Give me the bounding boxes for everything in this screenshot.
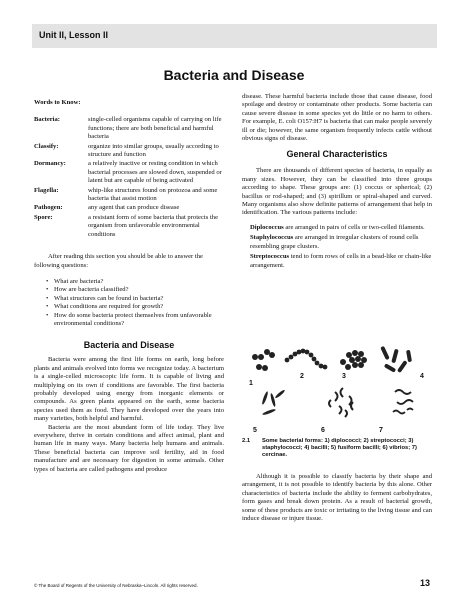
pattern-list: [242, 224, 432, 270]
question-item: • What are bacteria?: [54, 278, 224, 286]
glossary-entry: [34, 143, 224, 160]
paragraph: Bacteria are the most abundant form of life today. They live everywhere, thrive in certain conditions and affect animal, plant and human life in many ways. Many bacteria help humans and animals. These beneficial bacteria can improve soil fertility, aid in food manufacture and are necessary for digestion in some animals. Other types of bacteria are called pathogens and produce: [34, 423, 224, 473]
unit-label: Unit II, Lesson II: [39, 30, 109, 40]
pattern-item: [250, 224, 432, 232]
pattern-name: Streptococcus: [250, 253, 290, 261]
staphylococci-illustration: [340, 350, 367, 370]
glossary-term: Classify:: [34, 142, 59, 150]
diplococci-illustration: [252, 349, 275, 371]
copyright-footer: © The Board of Regents of the University of Nebraska–Lincoln. All rights reserved.: [34, 583, 198, 588]
glossary-term: Pathogen:: [34, 204, 63, 212]
unit-header-band: [32, 24, 437, 48]
glossary-definition: any agent that can produce disease: [88, 204, 180, 212]
figure-caption-text: Some bacterial forms: 1) diplococci; 2) streptococci; 3) staphylococci; 4) bacilli; 5) fusiform bacilli; 6) vibrios; 7) cercinae.: [262, 437, 417, 458]
glossary-definition: single-celled organisms capable of carrying on life functions; there are both beneficial and harmful bacteria: [88, 116, 222, 141]
pattern-description: are arranged in pairs of cells or two-celled filaments.: [283, 223, 425, 231]
glossary-term: Spore:: [34, 213, 53, 221]
question-item: • What structures can be found in bacteria?: [54, 295, 224, 303]
words-to-know-heading: Words to Know:: [34, 99, 81, 106]
page-title: Bacteria and Disease: [163, 67, 305, 83]
streptococci-illustration: [285, 349, 328, 370]
question-item: • What conditions are required for growth?: [54, 303, 224, 311]
pattern-name: Diplococcus: [250, 223, 284, 231]
question-item: • How are bacteria classified?: [54, 286, 224, 294]
glossary-entry: [34, 187, 224, 204]
figure-label-2: 2: [300, 373, 304, 380]
pattern-description: tend to form rows of cells in a bead-like or chain-like arrangement.: [250, 253, 432, 269]
glossary-entry: [34, 160, 224, 185]
pattern-name: Staphylococcus: [250, 234, 294, 242]
glossary-definition: whip-like structures found on protozoa and some bacteria that assist motion: [88, 186, 218, 203]
figure-label-7: 7: [379, 427, 383, 434]
figure-label-3: 3: [342, 373, 346, 380]
glossary-definition: a relatively inactive or resting condition in which bacterial processes are slowed down, suspended or latent but are capable of being activated: [88, 160, 222, 185]
left-column: [34, 93, 224, 474]
section-heading-bacteria-disease: Bacteria and Disease: [83, 340, 175, 351]
paragraph: Although it is possible to classify bacteria by their shape and arrangement, it is not possible to identify bacteria by this alone. Other characteristics of bacteria include the ability to ferment carbohydrates, form gases and break down protein. As a result of bacterial growth, some of these products are toxic or irritating to the living tissue and can induce disease or injure tissue.: [242, 472, 432, 522]
glossary-entry: [34, 116, 224, 141]
glossary-definition: organize into similar groups, usually according to structure and function: [88, 142, 219, 159]
intro-text: After reading this section you should be able to answer the following questions:: [34, 253, 203, 269]
pattern-description: are arranged in irregular clusters of round cells resembling grape clusters.: [250, 234, 419, 250]
glossary: [34, 116, 224, 239]
bacilli-illustration: [380, 346, 412, 373]
pattern-item: [250, 234, 432, 251]
glossary-definition: a resistant form of some bacteria that protects the organism from unfavorable environmental conditions: [88, 213, 218, 238]
question-item: • How do some bacteria protect themselves from unfavorable environmental conditions?: [54, 312, 224, 329]
glossary-term: Flagella:: [34, 186, 59, 194]
figure-number: 2.1: [242, 437, 251, 444]
figure-label-4: 4: [420, 373, 424, 380]
glossary-term: Bacteria:: [34, 116, 60, 124]
question-list: [34, 278, 224, 328]
bacterial-forms-figure: [245, 340, 435, 450]
glossary-term: Dormancy:: [34, 160, 66, 168]
figure-label-1: 1: [249, 380, 253, 387]
pattern-item: [250, 253, 432, 270]
page-number: 13: [420, 578, 431, 588]
figure-label-5: 5: [253, 427, 257, 434]
fusiform-bacilli-illustration: [261, 389, 285, 416]
paragraph: disease. These harmful bacteria include those that cause disease, food spoilage and destroy or contaminate other products. Some bacteria can cause severe disease in some species yet do little or no harm to others. For example, E. coli O157:H7 is bacteria that can make people severely ill or die; however, the same organism frequently infects cattle without obvious signs of disease.: [242, 93, 432, 143]
paragraph: Bacteria were among the first life forms on earth, long before plants and animals evolved into forms we recognize today. A bacterium is a single-celled microscopic life form. It is capable of living and multiplying on its own if conditions are favorable. The first bacteria probably developed using energy from inorganic elements or compounds. As green plants appeared on the earth, some bacteria species used them as food. They have developed over the years into many varieties, both helpful and harmful.: [34, 356, 224, 423]
figure-label-6: 6: [321, 427, 325, 434]
right-column: [242, 93, 432, 523]
section-heading-general-characteristics: General Characteristics: [286, 149, 388, 160]
glossary-entry: [34, 214, 224, 239]
cercinae-illustration: [393, 390, 413, 414]
vibrios-illustration: [329, 388, 353, 417]
glossary-entry: [34, 204, 224, 212]
paragraph: There are thousands of different species of bacteria, in equally as many sizes. However, they can be classified into three groups according to shape. These groups are: (1) coccus or spherical; (2) bacillus or rod-shaped; and (3) spirillum or spiral-shaped and curved. Many organisms also show definite patterns of arrangement that help in identification. The various patterns include:: [242, 167, 432, 217]
